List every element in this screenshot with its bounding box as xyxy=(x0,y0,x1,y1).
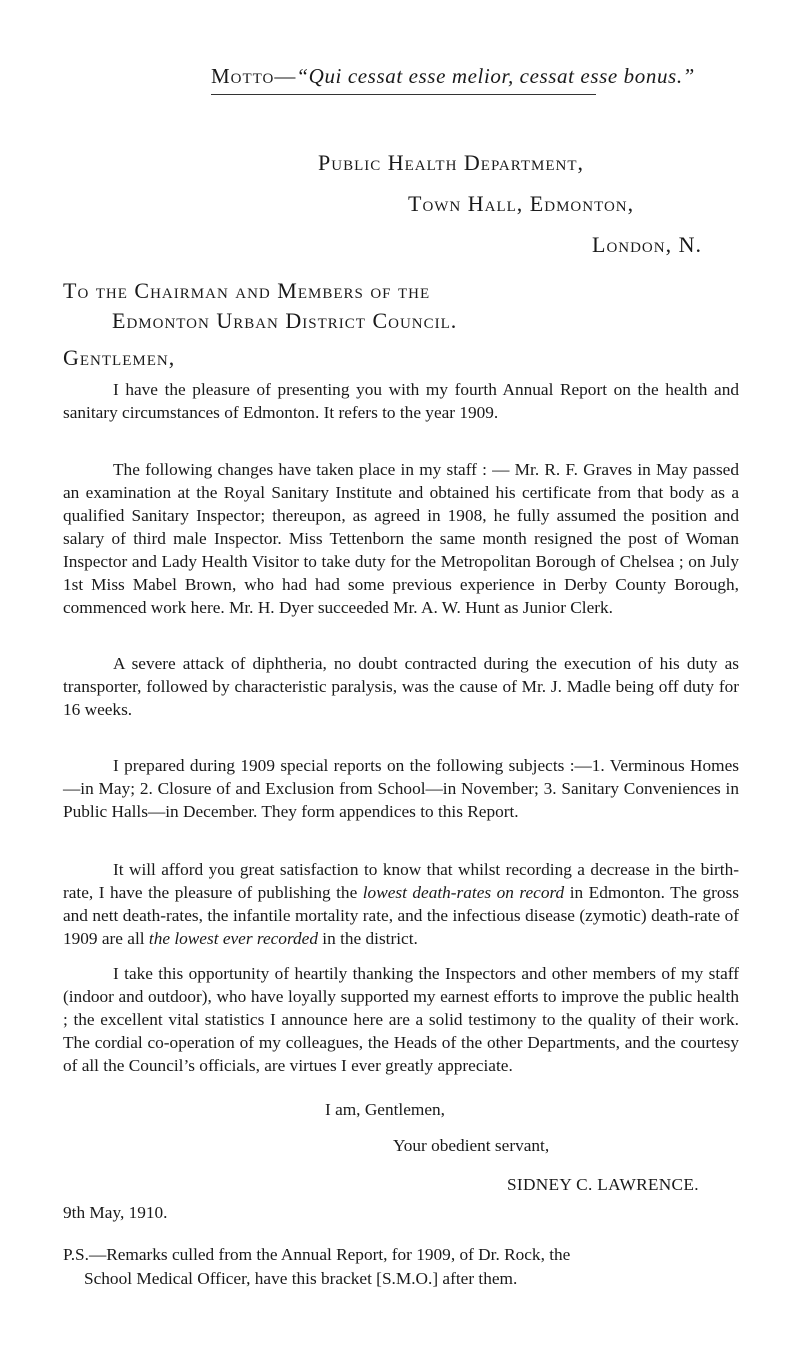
recipient-line-1: To the Chairman and Members of the xyxy=(63,278,431,303)
death-rates-emphasis-1: lowest death-rates on record xyxy=(362,883,565,902)
death-rates-text-c: in the district. xyxy=(317,929,418,948)
postscript-line-1: P.S.—Remarks culled from the Annual Report, for 1909, of Dr. Rock, the xyxy=(63,1245,571,1264)
death-rates-text-b: in Edmonton. The gross and nett death-rates, the infantile mortality rate, and the infectious disease (zymotic) death-rate of 1909 are all xyxy=(63,883,739,948)
paragraph-intro: I have the pleasure of presenting you with my fourth Annual Report on the health and sanitary circumstances of Edmonton. It refers to the year 1909. xyxy=(63,380,739,422)
motto-prefix: Motto— xyxy=(211,64,297,88)
recipient-line-2: Edmonton Urban District Council. xyxy=(112,308,458,333)
death-rates-text-a: It will afford you great satisfaction to know that whilst recording a decrease in the birth-rate, I have the pleasure of publishing the xyxy=(63,860,739,902)
paragraph-diphtheria: A severe attack of diphtheria, no doubt contracted during the execution of his duty as transporter, followed by characteristic paralysis, was the cause of Mr. J. Madle being off duty for 16 weeks. xyxy=(63,654,739,719)
address-line-1: Public Health Department, xyxy=(318,150,585,175)
paragraph-staff-changes: The following changes have taken place in my staff : — Mr. R. F. Graves in May passed an examination at the Royal Sanitary Institute and obtained his certificate from that body as a qualified Sanitary Inspector; thereupon, as agreed in 1908, he fully assumed the position and salary of third male Inspector. Miss Tettenborn the same month resigned the post of Woman Inspector and Lady Health Visitor to take duty for the Metropolitan Borough of Chelsea ; on July 1st Miss Mabel Brown, who had had some previous experience in Derby County Borough, commenced work here. Mr. H. Dyer succeeded Mr. A. W. Hunt as Junior Clerk. xyxy=(63,460,739,617)
signature: SIDNEY C. LAWRENCE. xyxy=(507,1175,699,1194)
address-line-2: Town Hall, Edmonton, xyxy=(408,191,635,216)
motto xyxy=(211,64,695,89)
death-rates-emphasis-2: the lowest ever recorded xyxy=(148,929,318,948)
postscript-line-2: School Medical Officer, have this bracket [S.M.O.] after them. xyxy=(84,1269,518,1288)
salutation: Gentlemen, xyxy=(63,345,176,370)
closing-line: I am, Gentlemen, xyxy=(325,1100,445,1119)
paragraph-special-reports: I prepared during 1909 special reports on the following subjects :—1. Verminous Homes—in May; 2. Closure of and Exclusion from School—in November; 3. Sanitary Conveniences in Public Halls—in December. They form appendices to this Report. xyxy=(63,756,739,821)
motto-latin: “Qui cessat esse melior, cessat esse bonus.” xyxy=(296,64,695,88)
letter-date: 9th May, 1910. xyxy=(63,1203,168,1222)
paragraph-death-rates xyxy=(63,858,739,950)
closing-servant: Your obedient servant, xyxy=(393,1136,550,1155)
paragraph-thanks: I take this opportunity of heartily thanking the Inspectors and other members of my staff (indoor and outdoor), who have loyally supported my earnest efforts to improve the public health ; the excellent vital statistics I announce here are a solid testimony to the quality of their work. The cordial co-operation of my colleagues, the Heads of the other Departments, and the courtesy of all the Council’s officials, are virtues I ever greatly appreciate. xyxy=(63,964,739,1075)
motto-underline xyxy=(211,94,596,95)
address-line-3: London, N. xyxy=(592,232,702,257)
